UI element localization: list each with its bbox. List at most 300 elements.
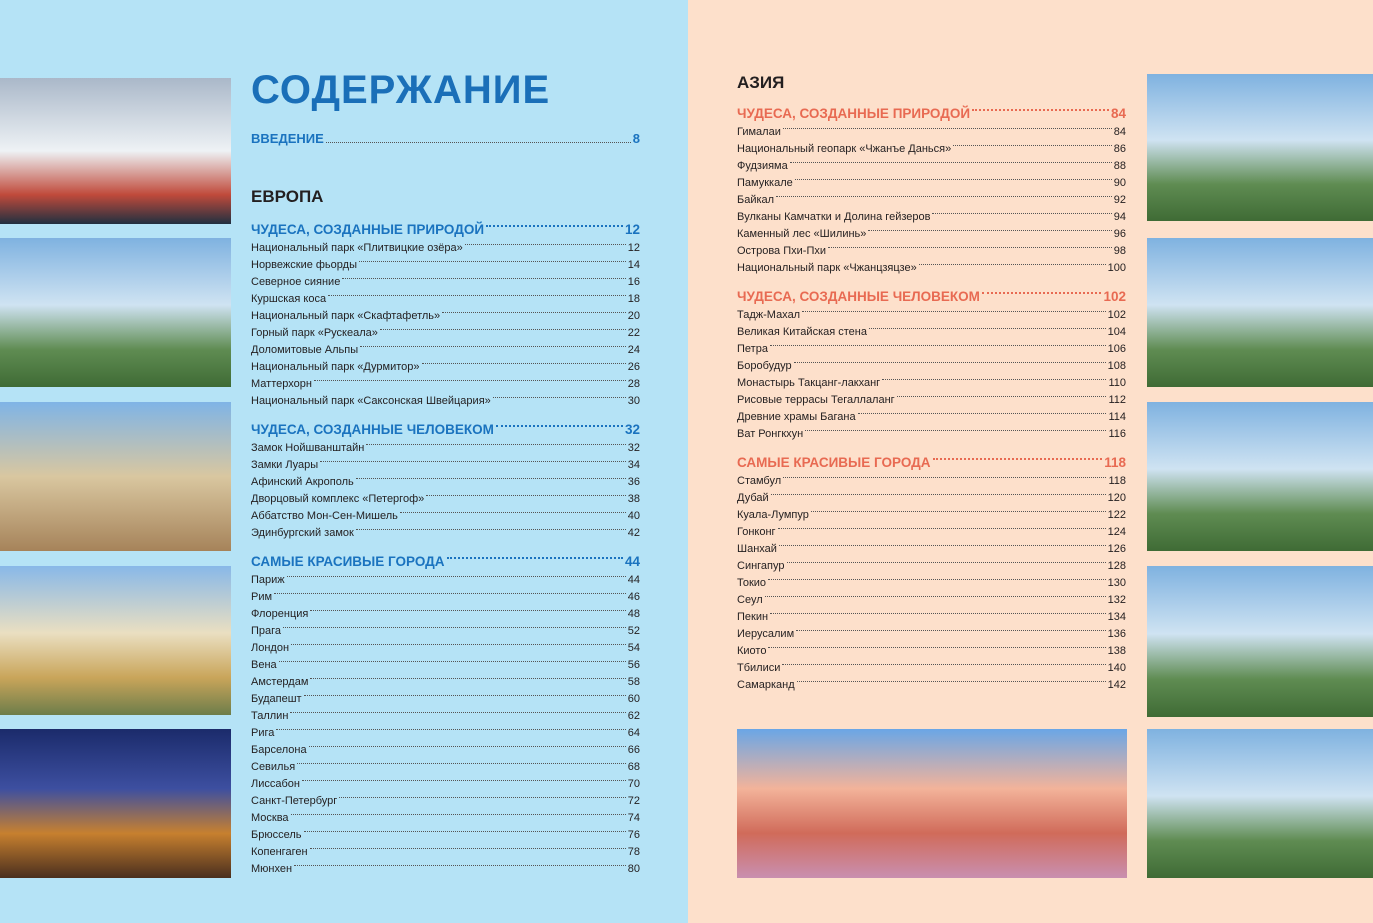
- photo-peterhof: [0, 566, 231, 715]
- toc-entry-label: Замки Луары: [251, 458, 319, 471]
- toc-entry[interactable]: [737, 642, 1126, 659]
- toc-entry-page: 128: [1107, 559, 1126, 572]
- toc-leader: [919, 264, 1106, 265]
- toc-leader: [953, 145, 1112, 146]
- toc-entry-label: Севилья: [251, 760, 296, 773]
- toc-entry-label: Куршская коса: [251, 292, 327, 305]
- toc-entry-page: 134: [1107, 610, 1126, 623]
- toc-entry-page: 100: [1107, 261, 1126, 274]
- photo-great-wall: [1147, 402, 1373, 551]
- toc-section-label: ЧУДЕСА, СОЗДАННЫЕ ЧЕЛОВЕКОМ: [737, 288, 980, 304]
- toc-entry[interactable]: [737, 225, 1126, 242]
- toc-entry[interactable]: [251, 490, 640, 507]
- toc-entry-label: Национальный парк «Дурмитор»: [251, 360, 420, 373]
- toc-leader: [797, 681, 1106, 682]
- toc-entry[interactable]: [737, 259, 1126, 276]
- toc-entry[interactable]: [251, 256, 640, 273]
- toc-entry-page: 16: [627, 275, 640, 288]
- toc-entry-page: 132: [1107, 593, 1126, 606]
- toc-leader: [768, 647, 1105, 648]
- toc-entry-label: Куала-Лумпур: [737, 508, 809, 521]
- toc-entry-label: Токио: [737, 576, 767, 589]
- toc-entry-label: Маттерхорн: [251, 377, 312, 390]
- toc-entry[interactable]: [251, 792, 640, 809]
- toc-entry[interactable]: [251, 456, 640, 473]
- toc-leader: [465, 244, 626, 245]
- photo-norway-village: [0, 78, 231, 224]
- toc-leader: [294, 865, 626, 866]
- toc-entry-label: Петра: [737, 342, 768, 355]
- toc-entry[interactable]: [737, 557, 1126, 574]
- toc-entry[interactable]: [251, 524, 640, 541]
- toc-entry[interactable]: [251, 392, 640, 409]
- toc-section-page: 102: [1103, 288, 1126, 304]
- toc-leader: [932, 213, 1111, 214]
- toc-entry-label: Москва: [251, 811, 289, 824]
- toc-leader: [770, 613, 1106, 614]
- toc-entry-label: Национальный парк «Чжанцзяцзе»: [737, 261, 917, 274]
- toc-entry[interactable]: [251, 375, 640, 392]
- toc-entry[interactable]: [737, 191, 1126, 208]
- photo-geysers: [1147, 74, 1373, 221]
- toc-entry-page: 32: [627, 441, 640, 454]
- toc-entry-page: 86: [1113, 142, 1126, 155]
- toc-entry[interactable]: [737, 574, 1126, 591]
- toc-entry-page: 120: [1107, 491, 1126, 504]
- toc-entry[interactable]: [737, 123, 1126, 140]
- toc-entry[interactable]: [251, 324, 640, 341]
- toc-entry-label: Гималаи: [737, 125, 781, 138]
- toc-entry-label: Замок Нойшванштайн: [251, 441, 365, 454]
- toc-entry-page: 116: [1108, 427, 1126, 440]
- toc-entry[interactable]: [251, 588, 640, 605]
- toc-leader: [426, 495, 626, 496]
- toc-section[interactable]: [737, 103, 1126, 123]
- photo-bridge-canyon: [0, 238, 231, 387]
- toc-entry-label: Горный парк «Рускеала»: [251, 326, 378, 339]
- toc-entry-page: 20: [627, 309, 640, 322]
- toc-entry-page: 136: [1107, 627, 1126, 640]
- toc-entry[interactable]: [737, 391, 1126, 408]
- toc-intro[interactable]: [251, 131, 640, 146]
- toc-leader: [290, 712, 625, 713]
- toc-entry-label: Рига: [251, 726, 275, 739]
- toc-entry-page: 30: [627, 394, 640, 407]
- toc-entry-page: 84: [1113, 125, 1126, 138]
- toc-section-page: 32: [624, 421, 640, 437]
- toc-leader: [328, 295, 626, 296]
- toc-entry[interactable]: [251, 439, 640, 456]
- toc-entry-page: 48: [627, 607, 640, 620]
- toc-entry[interactable]: [737, 140, 1126, 157]
- toc-entry[interactable]: [737, 208, 1126, 225]
- toc-entry-page: 118: [1108, 474, 1126, 487]
- toc-leader: [897, 396, 1107, 397]
- toc-entry-page: 138: [1107, 644, 1126, 657]
- toc-entry-label: Национальный парк «Плитвицкие озёра»: [251, 241, 463, 254]
- toc-entry-page: 140: [1107, 661, 1126, 674]
- toc-leader: [770, 345, 1106, 346]
- toc-entry-label: Барселона: [251, 743, 307, 756]
- toc-entry-label: Ват Ронгкхун: [737, 427, 804, 440]
- toc-entry-label: Амстердам: [251, 675, 309, 688]
- toc-leader: [326, 128, 631, 143]
- toc-leader: [279, 661, 626, 662]
- toc-entry-page: 36: [627, 475, 640, 488]
- toc-entry-label: Дубай: [737, 491, 769, 504]
- toc-leader: [304, 695, 626, 696]
- toc-leader: [828, 247, 1112, 248]
- toc-entry-label: Иерусалим: [737, 627, 795, 640]
- toc-entry[interactable]: [737, 489, 1126, 506]
- toc-leader: [356, 529, 626, 530]
- toc-entry-page: 114: [1108, 410, 1126, 423]
- toc-leader: [805, 430, 1106, 431]
- toc-entry[interactable]: [251, 605, 640, 622]
- toc-entry-page: 44: [627, 573, 640, 586]
- toc-section[interactable]: [251, 551, 640, 571]
- toc-section[interactable]: [251, 219, 640, 239]
- toc-entry[interactable]: [251, 673, 640, 690]
- toc-entry-page: 122: [1107, 508, 1126, 521]
- toc-asia: [737, 103, 1126, 693]
- toc-leader: [310, 610, 625, 611]
- toc-entry-label: Гонконг: [737, 525, 776, 538]
- toc-leader: [496, 425, 623, 427]
- toc-leader: [868, 230, 1111, 231]
- toc-entry[interactable]: [251, 707, 640, 724]
- toc-entry-page: 70: [627, 777, 640, 790]
- toc-leader: [787, 562, 1106, 563]
- toc-entry-label: Флоренция: [251, 607, 309, 620]
- toc-entry-label: Стамбул: [737, 474, 782, 487]
- toc-entry-page: 126: [1107, 542, 1126, 555]
- toc-entry-label: Тбилиси: [737, 661, 781, 674]
- region-asia-heading: АЗИЯ: [737, 73, 785, 92]
- toc-leader: [933, 458, 1103, 460]
- toc-leader: [283, 627, 626, 628]
- toc-entry-page: 42: [627, 526, 640, 539]
- toc-entry[interactable]: [737, 157, 1126, 174]
- toc-entry-page: 106: [1107, 342, 1126, 355]
- toc-entry[interactable]: [251, 571, 640, 588]
- toc-leader: [366, 444, 625, 445]
- toc-entry[interactable]: [251, 690, 640, 707]
- toc-entry-label: Каменный лес «Шилинь»: [737, 227, 867, 240]
- toc-entry[interactable]: [251, 622, 640, 639]
- toc-entry-label: Сеул: [737, 593, 763, 606]
- toc-entry-label: Будапешт: [251, 692, 302, 705]
- toc-section-label: САМЫЕ КРАСИВЫЕ ГОРОДА: [251, 553, 445, 569]
- toc-entry-page: 26: [627, 360, 640, 373]
- toc-gap: [251, 541, 640, 551]
- toc-europe: [251, 219, 640, 877]
- toc-entry-label: Рисовые террасы Тегаллаланг: [737, 393, 895, 406]
- toc-entry[interactable]: [737, 340, 1126, 357]
- toc-leader: [309, 746, 626, 747]
- toc-leader: [297, 763, 626, 764]
- toc-entry-page: 102: [1107, 308, 1126, 321]
- toc-intro-page: 8: [632, 131, 640, 146]
- toc-entry[interactable]: [251, 724, 640, 741]
- toc-gap: [737, 442, 1126, 452]
- toc-entry-label: Острова Пхи-Пхи: [737, 244, 826, 257]
- toc-intro-label: ВВЕДЕНИЕ: [251, 131, 324, 146]
- toc-section[interactable]: [737, 452, 1126, 472]
- toc-entry-page: 90: [1113, 176, 1126, 189]
- toc-entry-page: 54: [627, 641, 640, 654]
- toc-entry-label: Киото: [737, 644, 767, 657]
- toc-entry-page: 94: [1113, 210, 1126, 223]
- toc-leader: [356, 478, 626, 479]
- toc-entry-page: 66: [627, 743, 640, 756]
- toc-leader: [776, 196, 1112, 197]
- toc-leader: [869, 328, 1106, 329]
- toc-entry[interactable]: [737, 506, 1126, 523]
- toc-entry-page: 34: [627, 458, 640, 471]
- toc-entry-label: Северное сияние: [251, 275, 341, 288]
- toc-entry[interactable]: [737, 523, 1126, 540]
- toc-entry-label: Вена: [251, 658, 277, 671]
- toc-section-label: ЧУДЕСА, СОЗДАННЫЕ ПРИРОДОЙ: [251, 221, 485, 237]
- toc-entry-page: 88: [1113, 159, 1126, 172]
- toc-leader: [882, 379, 1106, 380]
- photo-riga-night: [0, 729, 231, 878]
- toc-entry[interactable]: [251, 239, 640, 256]
- toc-entry-page: 14: [627, 258, 640, 271]
- toc-entry-label: Монастырь Такцанг-лакханг: [737, 376, 881, 389]
- toc-leader: [782, 664, 1105, 665]
- toc-leader: [360, 346, 626, 347]
- toc-entry-label: Аббатство Мон-Сен-Мишель: [251, 509, 398, 522]
- toc-leader: [304, 831, 626, 832]
- toc-section-page: 12: [624, 221, 640, 237]
- toc-entry[interactable]: [737, 591, 1126, 608]
- photo-fuji-pagoda: [737, 729, 1127, 878]
- toc-entry-label: Самарканд: [737, 678, 795, 691]
- toc-entry[interactable]: [251, 826, 640, 843]
- toc-leader: [972, 109, 1109, 111]
- toc-entry-page: 76: [627, 828, 640, 841]
- toc-entry[interactable]: [251, 843, 640, 860]
- toc-entry-label: Боробудур: [737, 359, 792, 372]
- toc-entry-label: Париж: [251, 573, 285, 586]
- toc-leader: [796, 630, 1106, 631]
- toc-section-page: 44: [624, 553, 640, 569]
- photo-tomb: [1147, 238, 1373, 387]
- toc-entry-page: 142: [1107, 678, 1126, 691]
- toc-entry-label: Доломитовые Альпы: [251, 343, 359, 356]
- toc-entry-label: Фудзияма: [737, 159, 788, 172]
- toc-entry-page: 62: [627, 709, 640, 722]
- toc-entry[interactable]: [737, 659, 1126, 676]
- toc-entry-page: 110: [1108, 376, 1126, 389]
- toc-entry-page: 74: [627, 811, 640, 824]
- toc-entry-label: Таллин: [251, 709, 289, 722]
- toc-entry[interactable]: [737, 323, 1126, 340]
- region-europe-heading: ЕВРОПА: [251, 187, 324, 206]
- toc-entry-page: 104: [1107, 325, 1126, 338]
- toc-leader: [447, 557, 623, 559]
- toc-leader: [783, 128, 1112, 129]
- toc-entry[interactable]: [251, 775, 640, 792]
- toc-section-label: САМЫЕ КРАСИВЫЕ ГОРОДА: [737, 454, 931, 470]
- toc-leader: [486, 225, 623, 227]
- toc-leader: [790, 162, 1112, 163]
- toc-entry-page: 72: [627, 794, 640, 807]
- toc-entry-page: 78: [627, 845, 640, 858]
- toc-entry[interactable]: [737, 374, 1126, 391]
- toc-leader: [310, 678, 625, 679]
- toc-leader: [768, 579, 1106, 580]
- toc-gap: [737, 276, 1126, 286]
- toc-entry-page: 12: [627, 241, 640, 254]
- toc-entry-page: 58: [627, 675, 640, 688]
- toc-entry[interactable]: [251, 358, 640, 375]
- toc-entry[interactable]: [251, 741, 640, 758]
- toc-entry-page: 24: [627, 343, 640, 356]
- toc-entry-label: Мюнхен: [251, 862, 293, 875]
- toc-entry[interactable]: [737, 472, 1126, 489]
- toc-leader: [380, 329, 626, 330]
- toc-entry-page: 98: [1113, 244, 1126, 257]
- toc-entry[interactable]: [251, 758, 640, 775]
- toc-entry[interactable]: [251, 809, 640, 826]
- toc-entry-label: Лиссабон: [251, 777, 300, 790]
- toc-entry-label: Санкт-Петербург: [251, 794, 338, 807]
- toc-entry[interactable]: [251, 656, 640, 673]
- toc-entry-page: 60: [627, 692, 640, 705]
- toc-entry-page: 22: [627, 326, 640, 339]
- toc-entry-page: 124: [1107, 525, 1126, 538]
- toc-entry-page: 96: [1113, 227, 1126, 240]
- toc-entry-label: Великая Китайская стена: [737, 325, 867, 338]
- toc-entry-label: Национальный парк «Саксонская Швейцария»: [251, 394, 491, 407]
- toc-entry[interactable]: [737, 408, 1126, 425]
- toc-leader: [771, 494, 1106, 495]
- toc-entry[interactable]: [737, 676, 1126, 693]
- toc-entry-label: Норвежские фьорды: [251, 258, 357, 271]
- toc-entry-label: Рим: [251, 590, 273, 603]
- toc-leader: [291, 644, 626, 645]
- toc-leader: [858, 413, 1107, 414]
- toc-section-page: 84: [1110, 105, 1126, 121]
- toc-entry-page: 68: [627, 760, 640, 773]
- toc-leader: [314, 380, 626, 381]
- toc-entry-label: Прага: [251, 624, 282, 637]
- toc-entry-label: Пекин: [737, 610, 769, 623]
- toc-entry-page: 108: [1107, 359, 1126, 372]
- toc-leader: [794, 362, 1106, 363]
- toc-section-label: ЧУДЕСА, СОЗДАННЫЕ ЧЕЛОВЕКОМ: [251, 421, 494, 437]
- toc-leader: [778, 528, 1106, 529]
- toc-entry-page: 18: [627, 292, 640, 305]
- toc-entry[interactable]: [737, 540, 1126, 557]
- toc-entry-page: 80: [627, 862, 640, 875]
- toc-entry[interactable]: [737, 174, 1126, 191]
- toc-entry-label: Древние храмы Багана: [737, 410, 856, 423]
- toc-entry-label: Лондон: [251, 641, 290, 654]
- toc-entry[interactable]: [251, 273, 640, 290]
- toc-entry-label: Эдинбургский замок: [251, 526, 354, 539]
- toc-leader: [802, 311, 1106, 312]
- toc-leader: [274, 593, 626, 594]
- toc-leader: [400, 512, 626, 513]
- toc-entry-label: Копенгаген: [251, 845, 308, 858]
- toc-leader: [783, 477, 1106, 478]
- toc-entry-page: 46: [627, 590, 640, 603]
- toc-entry[interactable]: [737, 357, 1126, 374]
- toc-entry-label: Тадж-Махал: [737, 308, 801, 321]
- toc-entry[interactable]: [737, 242, 1126, 259]
- toc-entry[interactable]: [251, 290, 640, 307]
- toc-section[interactable]: [251, 419, 640, 439]
- toc-leader: [276, 729, 625, 730]
- toc-entry-label: Афинский Акрополь: [251, 475, 354, 488]
- toc-entry[interactable]: [251, 307, 640, 324]
- toc-entry-page: 28: [627, 377, 640, 390]
- toc-entry-page: 64: [627, 726, 640, 739]
- toc-entry[interactable]: [737, 425, 1126, 442]
- toc-entry-page: 112: [1108, 393, 1126, 406]
- toc-leader: [795, 179, 1112, 180]
- toc-entry-page: 38: [627, 492, 640, 505]
- toc-leader: [339, 797, 625, 798]
- photo-mosque: [1147, 566, 1373, 717]
- toc-entry[interactable]: [251, 473, 640, 490]
- toc-leader: [982, 292, 1102, 294]
- toc-entry-page: 40: [627, 509, 640, 522]
- toc-entry-label: Сингапур: [737, 559, 785, 572]
- toc-entry[interactable]: [251, 507, 640, 524]
- toc-leader: [359, 261, 626, 262]
- toc-leader: [320, 461, 626, 462]
- toc-entry-label: Вулканы Камчатки и Долина гейзеров: [737, 210, 931, 223]
- toc-leader: [291, 814, 626, 815]
- photo-acropolis: [0, 402, 231, 551]
- toc-entry[interactable]: [251, 860, 640, 877]
- toc-entry-label: Памуккале: [737, 176, 793, 189]
- toc-entry[interactable]: [251, 639, 640, 656]
- toc-leader: [442, 312, 626, 313]
- page-title: СОДЕРЖАНИЕ: [251, 68, 551, 112]
- toc-entry[interactable]: [251, 341, 640, 358]
- toc-leader: [342, 278, 625, 279]
- toc-entry-label: Шанхай: [737, 542, 777, 555]
- toc-entry-page: 130: [1107, 576, 1126, 589]
- toc-leader: [811, 511, 1106, 512]
- photo-shanghai: [1147, 729, 1373, 878]
- toc-section-page: 118: [1104, 454, 1126, 470]
- toc-section[interactable]: [737, 286, 1126, 306]
- toc-entry-label: Дворцовый комплекс «Петергоф»: [251, 492, 425, 505]
- toc-entry-label: Брюссель: [251, 828, 302, 841]
- toc-leader: [302, 780, 626, 781]
- toc-gap: [251, 409, 640, 419]
- toc-entry-page: 92: [1113, 193, 1126, 206]
- toc-leader: [493, 397, 626, 398]
- toc-entry-page: 52: [627, 624, 640, 637]
- toc-section-label: ЧУДЕСА, СОЗДАННЫЕ ПРИРОДОЙ: [737, 105, 971, 121]
- toc-entry-label: Байкал: [737, 193, 775, 206]
- toc-leader: [779, 545, 1106, 546]
- toc-entry[interactable]: [737, 625, 1126, 642]
- toc-entry[interactable]: [737, 306, 1126, 323]
- toc-leader: [422, 363, 626, 364]
- toc-entry-page: 56: [627, 658, 640, 671]
- toc-entry[interactable]: [737, 608, 1126, 625]
- toc-leader: [765, 596, 1106, 597]
